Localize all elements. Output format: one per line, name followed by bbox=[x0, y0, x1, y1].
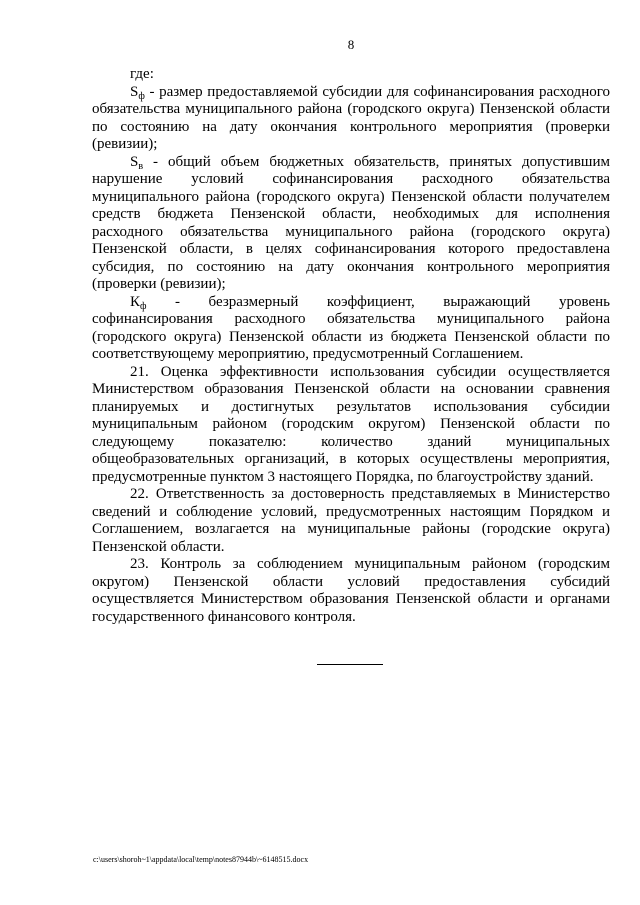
text-line bbox=[92, 154, 610, 172]
text-line: муниципального района (городского округа) Пензенской области получателем bbox=[92, 188, 610, 205]
text-line: округом) Пензенской области условий предоставления субсидий bbox=[92, 573, 610, 590]
text-line: осуществляется Министерством образования Пензенской области и органами bbox=[92, 591, 610, 607]
paragraph-where bbox=[92, 66, 610, 84]
clause-22 bbox=[92, 486, 610, 556]
symbol-subscript: ф bbox=[140, 300, 147, 312]
text-line: где: bbox=[130, 66, 154, 82]
document-body bbox=[92, 66, 610, 626]
text-line: сведений и соблюдение условий, предусмотренных настоящим Порядком и bbox=[92, 503, 610, 520]
text-line: Министерством образования Пензенской области на основании сравнения bbox=[92, 381, 610, 397]
line-text: - размер предоставляемой субсидии для софинансирования расходного bbox=[149, 83, 610, 100]
text-line: предусмотренные пунктом 3 настоящего Порядка, по благоустройству зданий. bbox=[92, 468, 594, 485]
text-line: 23. Контроль за соблюдением муниципальным районом (городским bbox=[130, 556, 610, 572]
text-line: (ревизии); bbox=[92, 136, 158, 152]
text-line: Соглашением, возлагается на муниципальные районы (городские округа) bbox=[92, 521, 610, 537]
text-line: субсидия, по состоянию на дату окончания контрольного мероприятия bbox=[92, 258, 610, 275]
definition-k-f bbox=[92, 294, 610, 364]
footer-file-path: c:\users\shoroh~1\appdata\local\temp\notes87944b\~6148515.docx bbox=[93, 855, 309, 864]
text-line: Пензенской области, в целях софинансирования которого предоставлена bbox=[92, 241, 610, 257]
line-text: - безразмерный коэффициент, выражающий уровень bbox=[175, 293, 611, 310]
text-line: общеобразовательных организаций, в которых осуществлены мероприятия, bbox=[92, 451, 610, 467]
text-line: обязательства муниципального района (городского округа) Пензенской области bbox=[92, 101, 610, 117]
text-line: 21. Оценка эффективности использования субсидии осуществляется bbox=[130, 363, 610, 380]
text-line: следующему показателю: количество зданий муниципальных bbox=[92, 433, 610, 450]
text-line: государственного финансового контроля. bbox=[92, 608, 356, 625]
text-line: средств бюджета Пензенской области, необходимых для исполнения bbox=[92, 206, 610, 222]
text-line: (проверки (ревизии); bbox=[92, 276, 226, 292]
symbol: К bbox=[130, 293, 141, 310]
text-line: Пензенской области. bbox=[92, 538, 225, 555]
text-line: планируемых и достигнутых результатов использования субсидии bbox=[92, 398, 610, 415]
text-line: расходного обязательства муниципального района (городского округа) bbox=[92, 223, 610, 240]
symbol: S bbox=[130, 83, 139, 100]
text-line: 22. Ответственность за достоверность представляемых в Министерство bbox=[130, 486, 610, 502]
page-number: 8 bbox=[347, 37, 355, 52]
symbol-subscript: в bbox=[138, 160, 144, 172]
text-line: (городского округа) Пензенской области из бюджета Пензенской области по bbox=[92, 328, 610, 345]
text-line: соответствующему мероприятию, предусмотренный Соглашением. bbox=[92, 346, 524, 362]
separator-line bbox=[317, 664, 383, 665]
definition-s-f bbox=[92, 84, 610, 154]
symbol-subscript: ф bbox=[138, 90, 145, 102]
text-line: муниципальным районом (городским округом) Пензенской области по bbox=[92, 416, 610, 432]
clause-21 bbox=[92, 364, 610, 487]
text-line bbox=[92, 294, 610, 312]
line-text: - общий объем бюджетных обязательств, принятых допустившим bbox=[153, 153, 610, 170]
clause-23 bbox=[92, 556, 610, 626]
text-line: по состоянию на дату окончания контрольного мероприятия (проверки bbox=[92, 118, 610, 135]
symbol: S bbox=[130, 153, 139, 170]
text-line: нарушение условий софинансирования расходного обязательства bbox=[92, 171, 610, 187]
definition-s-v bbox=[92, 154, 610, 294]
text-line: софинансирования расходного обязательства муниципального района bbox=[92, 311, 610, 327]
text-line bbox=[92, 84, 610, 102]
